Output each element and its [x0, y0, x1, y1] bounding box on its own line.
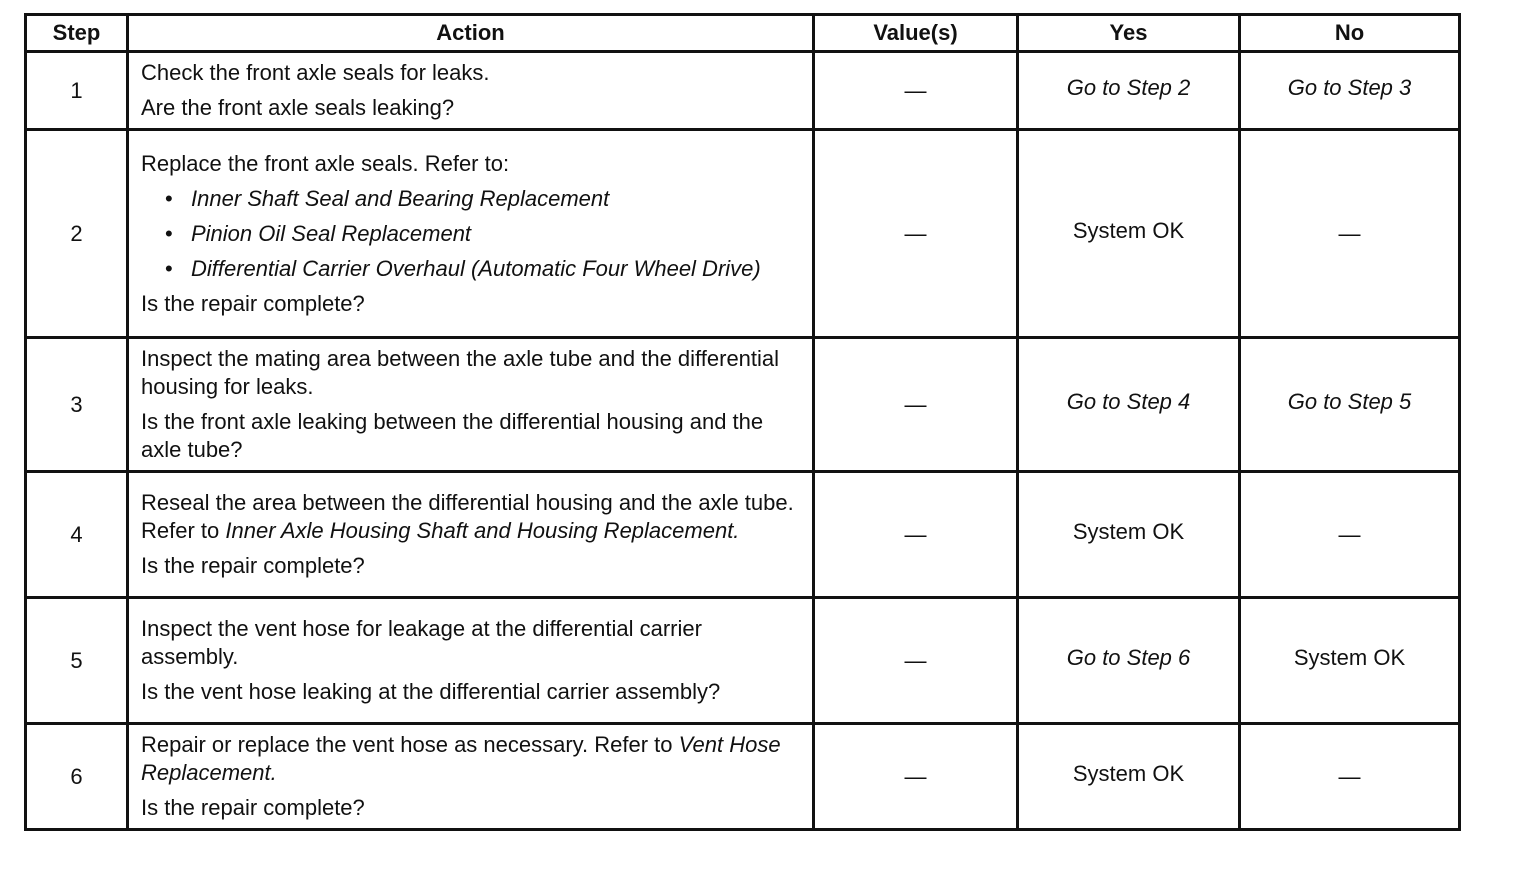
action-question: Is the repair complete?	[141, 795, 365, 820]
no-cell: —	[1240, 130, 1460, 338]
step-number: 1	[26, 52, 128, 130]
yes-cell: System OK	[1018, 472, 1240, 598]
reference-item	[141, 255, 802, 283]
yes-cell: System OK	[1018, 724, 1240, 830]
step-number: 3	[26, 338, 128, 472]
action-cell	[128, 52, 814, 130]
no-cell: —	[1240, 724, 1460, 830]
action-text-prefix: Reseal the area between the differential housing and the axle tube. Refer to	[141, 490, 794, 543]
value-cell: —	[814, 598, 1018, 724]
action-text	[141, 731, 802, 787]
reference-text: Pinion Oil Seal Replacement	[191, 220, 472, 246]
value-cell: —	[814, 724, 1018, 830]
step-number: 5	[26, 598, 128, 724]
no-cell: —	[1240, 472, 1460, 598]
action-cell	[128, 598, 814, 724]
action-reference: Inner Axle Housing Shaft and Housing Replacement.	[225, 518, 740, 543]
action-question: Is the repair complete?	[141, 553, 365, 578]
table-row	[26, 52, 1460, 130]
diagnostic-page	[24, 13, 1461, 831]
value-cell: —	[814, 130, 1018, 338]
action-text	[141, 489, 802, 545]
step-number: 4	[26, 472, 128, 598]
no-cell: Go to Step 5	[1240, 338, 1460, 472]
action-question: Is the repair complete?	[141, 290, 365, 316]
action-cell	[128, 338, 814, 472]
header-values: Value(s)	[814, 15, 1018, 52]
action-cell	[128, 724, 814, 830]
header-no: No	[1240, 15, 1460, 52]
reference-list	[141, 185, 802, 283]
header-action: Action	[128, 15, 814, 52]
yes-cell: Go to Step 6	[1018, 598, 1240, 724]
action-text: Check the front axle seals for leaks.	[141, 60, 490, 85]
yes-cell: Go to Step 2	[1018, 52, 1240, 130]
action-cell	[128, 472, 814, 598]
reference-item	[141, 185, 802, 213]
table-row	[26, 598, 1460, 724]
action-question: Is the front axle leaking between the differential housing and the axle tube?	[141, 409, 764, 462]
yes-cell: Go to Step 4	[1018, 338, 1240, 472]
bullet-icon: •	[165, 255, 173, 281]
step-number: 2	[26, 130, 128, 338]
header-yes: Yes	[1018, 15, 1240, 52]
action-text-prefix: Repair or replace the vent hose as necessary. Refer to	[141, 732, 679, 757]
action-reference: Vent Hose Replacement.	[141, 732, 781, 785]
action-question: Is the vent hose leaking at the differential carrier assembly?	[141, 679, 721, 704]
action-text: Inspect the mating area between the axle tube and the differential housing for leaks.	[141, 346, 780, 399]
reference-text: Differential Carrier Overhaul (Automatic Four Wheel Drive)	[191, 255, 761, 281]
reference-text: Inner Shaft Seal and Bearing Replacement	[191, 185, 610, 211]
reference-item	[141, 220, 802, 248]
table-row	[26, 130, 1460, 338]
header-step: Step	[26, 15, 128, 52]
diagnostic-table	[24, 13, 1461, 831]
action-question: Are the front axle seals leaking?	[141, 95, 455, 120]
value-cell: —	[814, 338, 1018, 472]
bullet-icon: •	[165, 185, 173, 211]
action-cell	[128, 130, 814, 338]
action-text: Replace the front axle seals. Refer to:	[141, 150, 510, 176]
table-row	[26, 338, 1460, 472]
action-text: Inspect the vent hose for leakage at the differential carrier assembly.	[141, 616, 702, 669]
bullet-icon: •	[165, 220, 173, 246]
no-cell: Go to Step 3	[1240, 52, 1460, 130]
table-row	[26, 472, 1460, 598]
yes-cell: System OK	[1018, 130, 1240, 338]
value-cell: —	[814, 52, 1018, 130]
value-cell: —	[814, 472, 1018, 598]
table-row	[26, 724, 1460, 830]
no-cell: System OK	[1240, 598, 1460, 724]
header-row	[26, 15, 1460, 52]
step-number: 6	[26, 724, 128, 830]
